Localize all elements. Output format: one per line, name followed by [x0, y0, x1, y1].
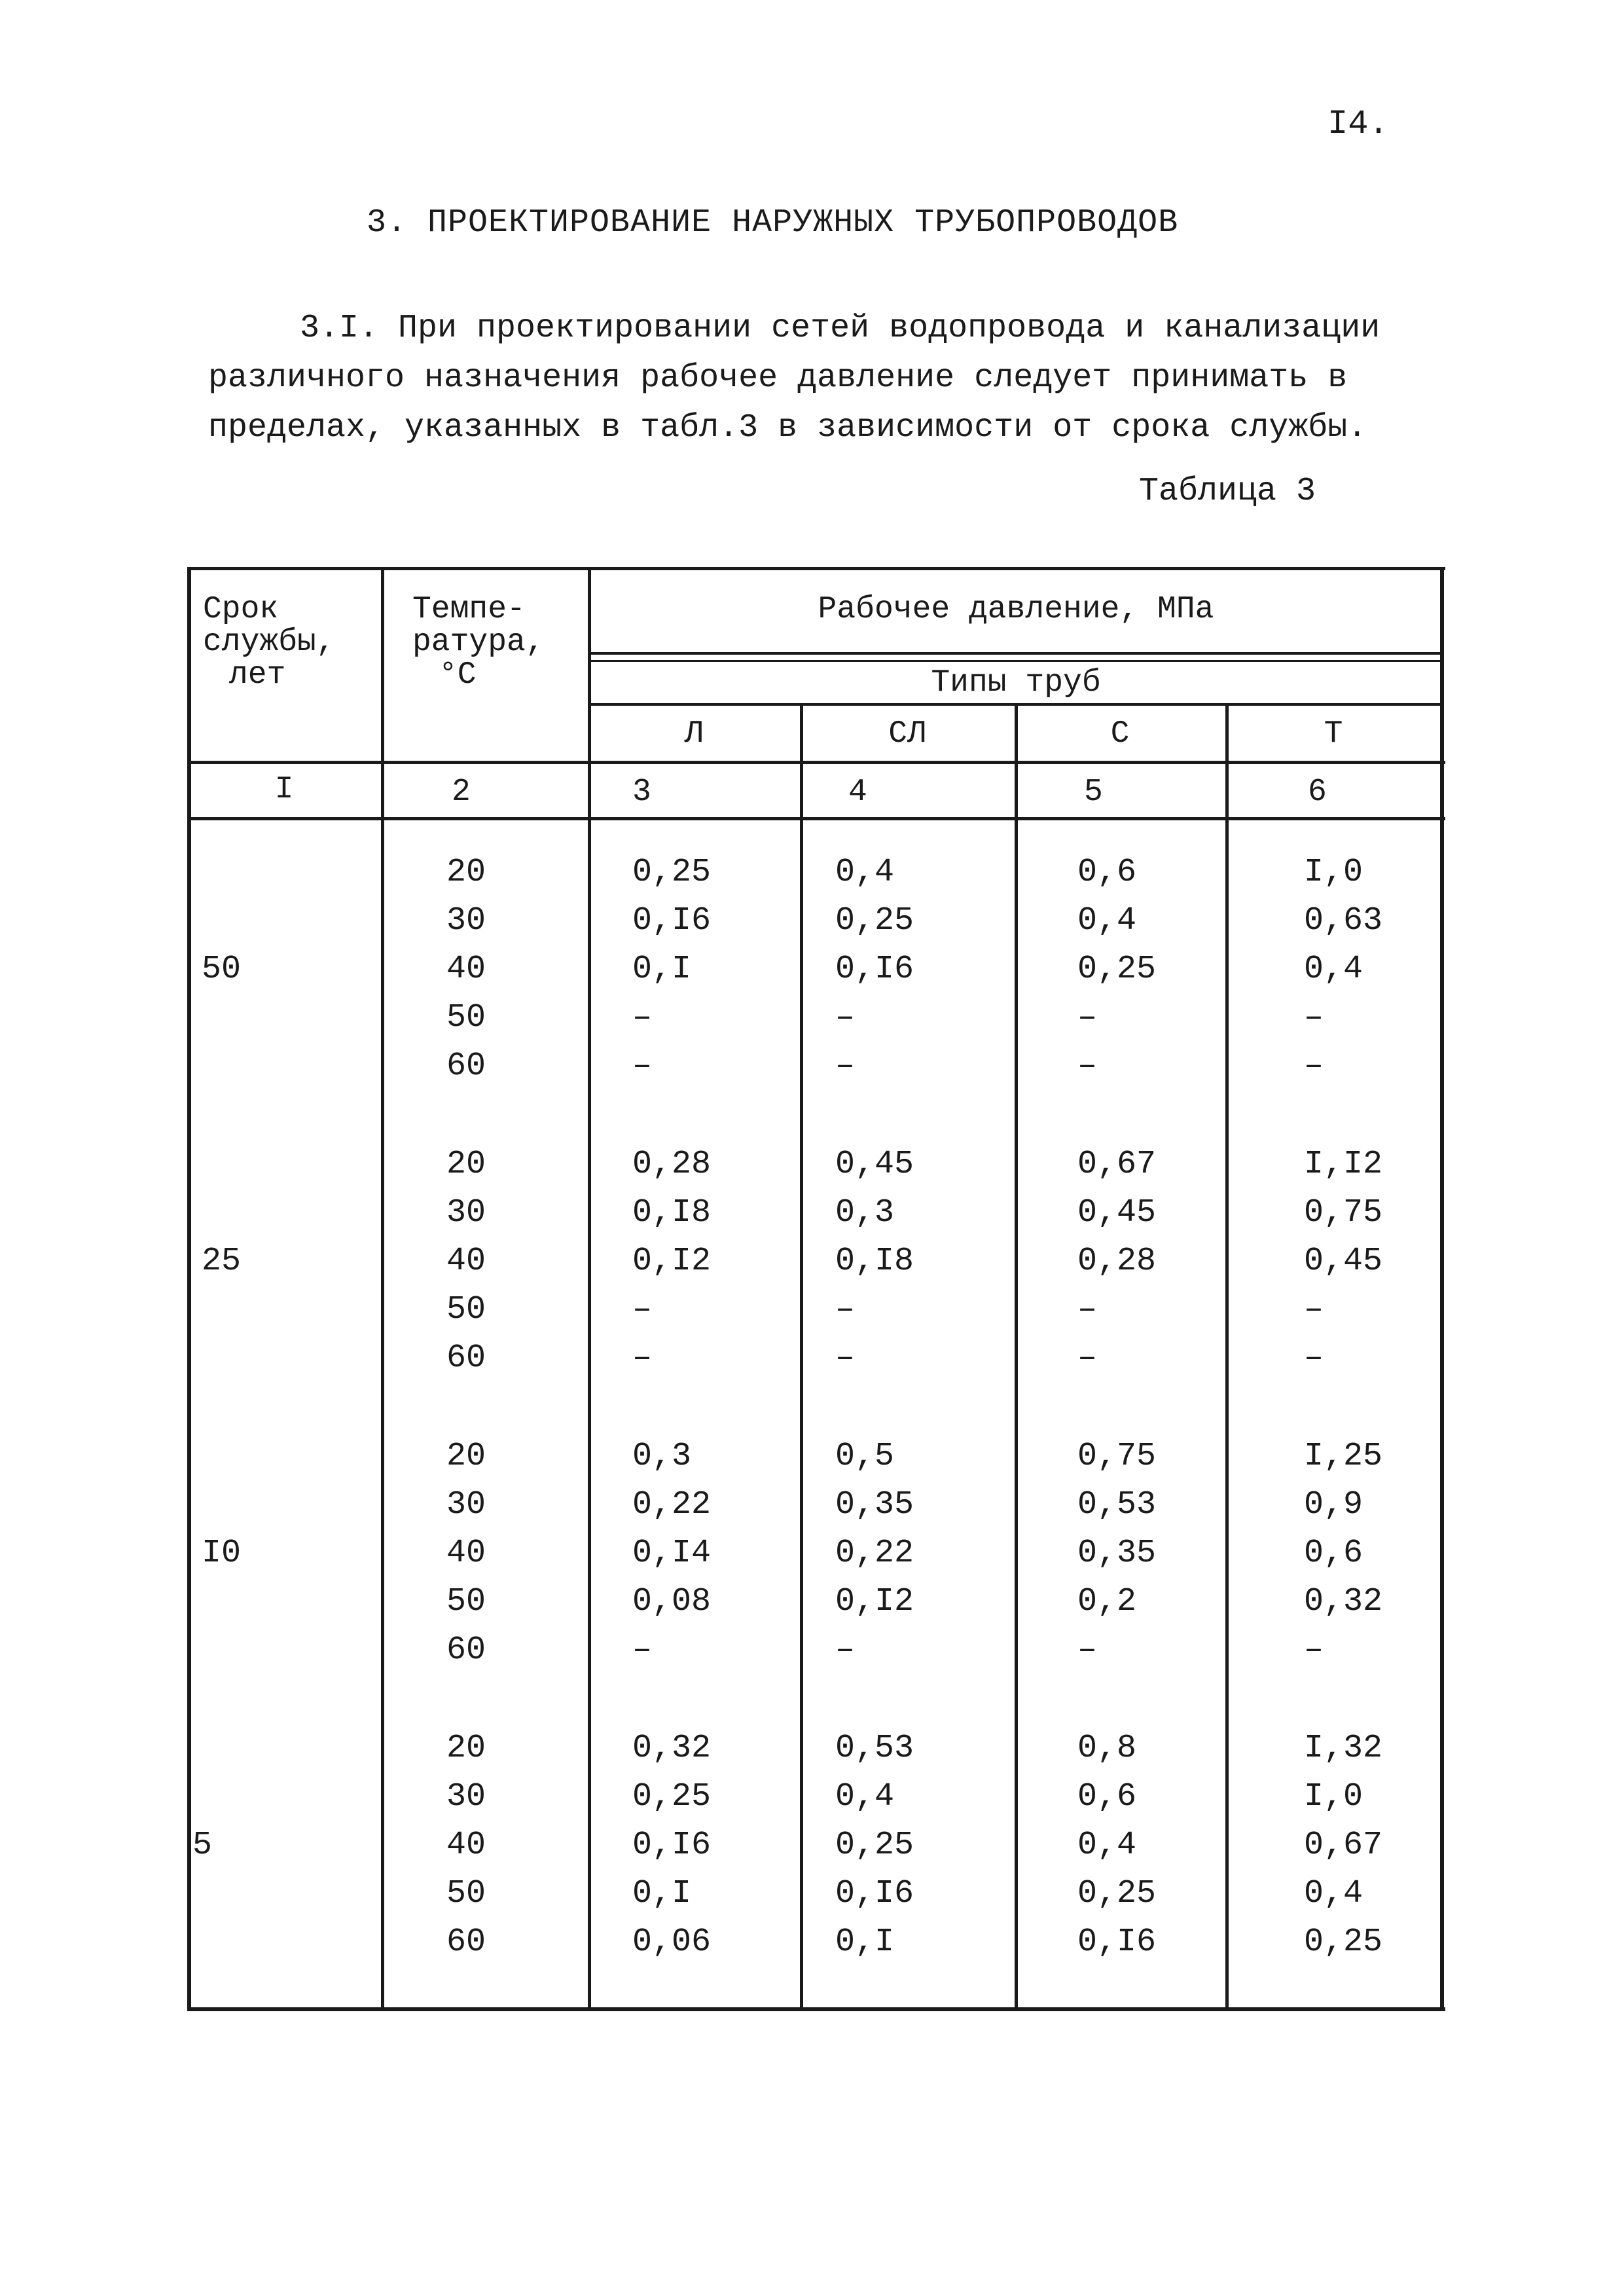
cell-t: – — [1304, 1339, 1324, 1377]
cell-l: 0,I6 — [632, 1827, 712, 1864]
cell-s: 0,2 — [1077, 1583, 1137, 1620]
cell-sl: 0,25 — [835, 1827, 914, 1864]
cell-s: 0,28 — [1077, 1243, 1157, 1280]
column-number: 6 — [1308, 774, 1327, 810]
table-row — [187, 854, 1445, 902]
column-number: 4 — [848, 774, 867, 810]
cell-t: – — [1304, 999, 1324, 1036]
cell-sl: – — [835, 1631, 856, 1669]
cell-temp: 40 — [446, 1243, 486, 1280]
cell-temp: 30 — [446, 902, 486, 939]
table-hline — [588, 660, 1444, 662]
header-service-life-line: лет — [229, 657, 286, 693]
column-number: 2 — [452, 774, 471, 810]
column-number: I — [274, 772, 294, 807]
cell-temp: 30 — [446, 1486, 486, 1523]
table-row — [187, 1923, 1445, 1972]
cell-s: 0,67 — [1077, 1146, 1157, 1183]
cell-l: 0,06 — [632, 1923, 712, 1961]
cell-sl: 0,22 — [835, 1535, 914, 1572]
header-type-l: Л — [684, 716, 704, 752]
cell-l: 0,28 — [632, 1146, 712, 1183]
cell-sl: – — [835, 999, 856, 1036]
pressure-table — [187, 567, 1445, 2011]
cell-sl: 0,I — [835, 1923, 895, 1961]
cell-s: 0,4 — [1077, 1827, 1137, 1864]
cell-sl: 0,45 — [835, 1146, 914, 1183]
cell-s: 0,25 — [1077, 951, 1157, 988]
cell-t: I,0 — [1304, 854, 1363, 891]
table-hline — [588, 652, 1444, 655]
paragraph-line: различного назначения рабочее давление следует принимать в — [208, 359, 1348, 397]
cell-t: – — [1304, 1631, 1324, 1669]
table-row — [187, 999, 1445, 1048]
cell-temp: 60 — [446, 1339, 486, 1377]
cell-s: – — [1077, 1631, 1098, 1669]
table-row — [187, 951, 1445, 999]
cell-t: 0,4 — [1304, 1875, 1363, 1912]
cell-s: 0,75 — [1077, 1438, 1157, 1475]
table-row — [187, 1243, 1445, 1291]
cell-s: 0,53 — [1077, 1486, 1157, 1523]
cell-temp: 20 — [446, 1730, 486, 1767]
cell-t: – — [1304, 1291, 1324, 1328]
column-number: 5 — [1084, 774, 1103, 810]
cell-temp: 50 — [446, 1291, 486, 1328]
cell-temp: 60 — [446, 1923, 486, 1961]
cell-t: I,I2 — [1304, 1146, 1383, 1183]
cell-sl: 0,I2 — [835, 1583, 914, 1620]
cell-s: 0,I6 — [1077, 1923, 1157, 1961]
cell-t: 0,45 — [1304, 1243, 1383, 1280]
cell-temp: 30 — [446, 1778, 486, 1815]
cell-l: 0,I8 — [632, 1194, 712, 1231]
table-caption: Таблица 3 — [1139, 473, 1316, 510]
header-service-life-line: Срок — [203, 592, 279, 627]
section-title: 3. ПРОЕКТИРОВАНИЕ НАРУЖНЫХ ТРУБОПРОВОДОВ — [367, 204, 1179, 242]
table-border-top — [187, 567, 1445, 570]
table-row — [187, 1291, 1445, 1339]
cell-t: 0,63 — [1304, 902, 1383, 939]
header-temperature-line: Темпе- — [412, 592, 526, 627]
cell-l: 0,I4 — [632, 1535, 712, 1572]
cell-s: – — [1077, 1339, 1098, 1377]
cell-sl: 0,53 — [835, 1730, 914, 1767]
cell-sl: – — [835, 1291, 856, 1328]
cell-l: – — [632, 1291, 653, 1328]
cell-l: – — [632, 1048, 653, 1085]
cell-sl: 0,25 — [835, 902, 914, 939]
table-row — [187, 1048, 1445, 1096]
cell-l: – — [632, 1631, 653, 1669]
table-hline — [588, 703, 1444, 706]
cell-temp: 50 — [446, 999, 486, 1036]
cell-temp: 50 — [446, 1875, 486, 1912]
header-pressure: Рабочее давление, МПа — [818, 592, 1214, 627]
cell-l: 0,I6 — [632, 902, 712, 939]
table-row — [187, 1631, 1445, 1680]
service-life-value: 25 — [202, 1243, 242, 1280]
cell-l: 0,22 — [632, 1486, 712, 1523]
cell-s: 0,45 — [1077, 1194, 1157, 1231]
cell-l: – — [632, 1339, 653, 1377]
cell-t: 0,67 — [1304, 1827, 1383, 1864]
cell-temp: 20 — [446, 1438, 486, 1475]
cell-l: 0,25 — [632, 1778, 712, 1815]
cell-temp: 20 — [446, 854, 486, 891]
cell-l: – — [632, 999, 653, 1036]
cell-s: – — [1077, 1291, 1098, 1328]
table-row — [187, 1194, 1445, 1243]
header-service-life-line: службы, — [203, 625, 335, 660]
header-service-life — [203, 593, 335, 691]
header-type-s: С — [1110, 716, 1130, 752]
cell-t: I,0 — [1304, 1778, 1363, 1815]
cell-l: 0,3 — [632, 1438, 692, 1475]
cell-temp: 40 — [446, 1827, 486, 1864]
header-temperature — [412, 593, 545, 691]
column-number: 3 — [632, 774, 651, 810]
cell-t: I,25 — [1304, 1438, 1383, 1475]
cell-temp: 60 — [446, 1631, 486, 1669]
cell-temp: 50 — [446, 1583, 486, 1620]
page-number: I4. — [1327, 105, 1389, 143]
table-row — [187, 1730, 1445, 1778]
service-life-value: I0 — [202, 1535, 242, 1572]
table-hline — [187, 817, 1445, 820]
cell-l: 0,25 — [632, 854, 712, 891]
cell-sl: – — [835, 1048, 856, 1085]
cell-t: 0,4 — [1304, 951, 1363, 988]
cell-sl: 0,4 — [835, 854, 895, 891]
cell-temp: 40 — [446, 951, 486, 988]
cell-t: 0,9 — [1304, 1486, 1363, 1523]
cell-s: 0,6 — [1077, 1778, 1137, 1815]
header-temperature-line: ратура, — [412, 625, 545, 660]
header-temperature-line: °C — [439, 657, 477, 693]
service-life-value: 50 — [202, 951, 242, 988]
table-row — [187, 1827, 1445, 1875]
header-type-sl: СЛ — [888, 716, 926, 752]
paragraph-line: пределах, указанных в табл.3 в зависимости от срока службы. — [208, 409, 1367, 446]
cell-l: 0,I — [632, 951, 692, 988]
cell-sl: 0,3 — [835, 1194, 895, 1231]
cell-sl: 0,4 — [835, 1778, 895, 1815]
cell-s: 0,8 — [1077, 1730, 1137, 1767]
cell-t: 0,6 — [1304, 1535, 1363, 1572]
cell-temp: 60 — [446, 1048, 486, 1085]
cell-s: 0,4 — [1077, 902, 1137, 939]
cell-sl: 0,35 — [835, 1486, 914, 1523]
cell-s: – — [1077, 999, 1098, 1036]
paragraph-line: 3.I. При проектировании сетей водопровода и канализации — [300, 310, 1380, 347]
table-hline — [187, 761, 1445, 764]
cell-s: – — [1077, 1048, 1098, 1085]
intro-paragraph — [208, 304, 1452, 453]
cell-sl: 0,5 — [835, 1438, 895, 1475]
cell-l: 0,08 — [632, 1583, 712, 1620]
table-row — [187, 1875, 1445, 1923]
table-row — [187, 902, 1445, 951]
cell-temp: 30 — [446, 1194, 486, 1231]
cell-t: 0,32 — [1304, 1583, 1383, 1620]
table-row — [187, 1146, 1445, 1194]
header-type-t: Т — [1324, 716, 1343, 752]
table-row — [187, 1583, 1445, 1631]
cell-sl: 0,I6 — [835, 1875, 914, 1912]
cell-s: 0,25 — [1077, 1875, 1157, 1912]
cell-l: 0,32 — [632, 1730, 712, 1767]
cell-t: 0,25 — [1304, 1923, 1383, 1961]
service-life-value: 5 — [192, 1827, 213, 1864]
cell-l: 0,I — [632, 1875, 692, 1912]
cell-sl: 0,I6 — [835, 951, 914, 988]
table-row — [187, 1486, 1445, 1535]
cell-s: 0,35 — [1077, 1535, 1157, 1572]
cell-t: 0,75 — [1304, 1194, 1383, 1231]
table-row — [187, 1438, 1445, 1486]
cell-sl: – — [835, 1339, 856, 1377]
cell-l: 0,I2 — [632, 1243, 712, 1280]
table-row — [187, 1778, 1445, 1827]
table-border-bottom — [187, 2007, 1445, 2011]
cell-temp: 40 — [446, 1535, 486, 1572]
cell-s: 0,6 — [1077, 854, 1137, 891]
cell-t: – — [1304, 1048, 1324, 1085]
cell-temp: 20 — [446, 1146, 486, 1183]
table-row — [187, 1535, 1445, 1583]
header-pipe-types: Типы труб — [931, 665, 1101, 701]
cell-t: I,32 — [1304, 1730, 1383, 1767]
table-row — [187, 1339, 1445, 1388]
cell-sl: 0,I8 — [835, 1243, 914, 1280]
